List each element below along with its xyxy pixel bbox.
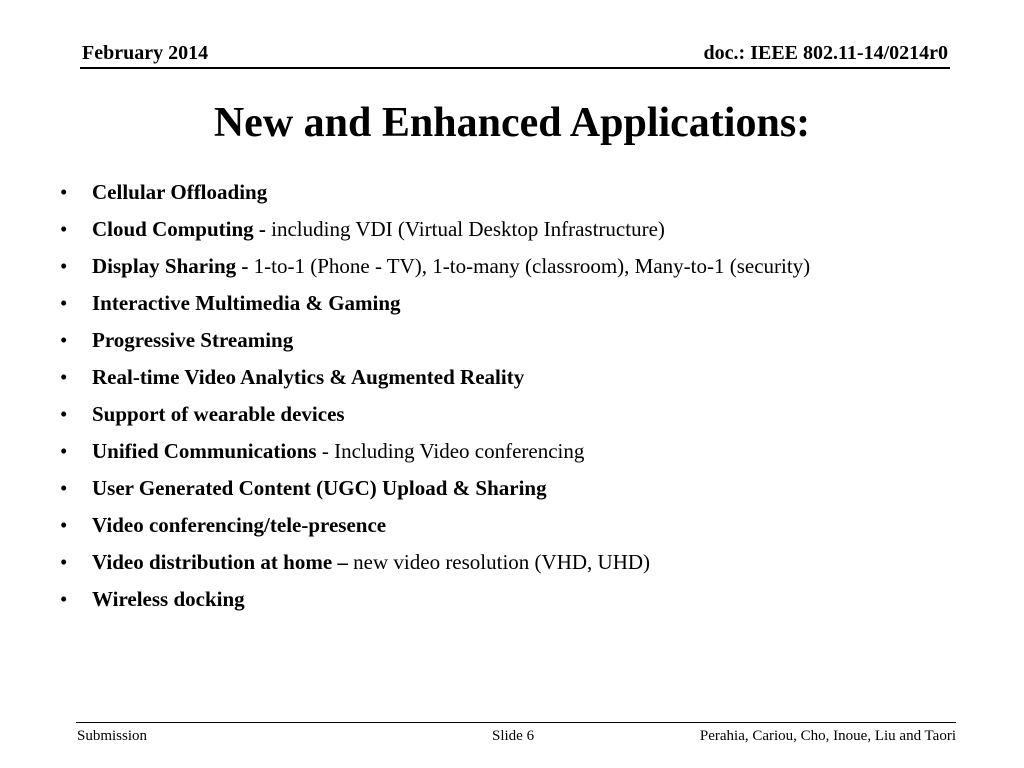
bullet-text: 1-to-1 (Phone - TV), 1-to-many (classroom), Many-to-1 (security): [248, 254, 811, 278]
bullet-item: [60, 322, 810, 359]
bullet-bold-text: Video conferencing/tele-presence: [92, 513, 387, 537]
slide-title: New and Enhanced Applications:: [213, 100, 811, 146]
bullet-icon: •: [60, 513, 68, 537]
footer-authors: Perahia, Cariou, Cho, Inoue, Liu and Taori: [699, 728, 956, 744]
bullet-item: [60, 544, 810, 581]
bullet-bold-text: Cellular Offloading: [92, 180, 268, 204]
bullet-item: [60, 507, 810, 544]
bullet-icon: •: [60, 328, 68, 352]
bullet-icon: •: [60, 439, 68, 463]
header-divider: [80, 67, 950, 69]
bullet-bold-text: Progressive Streaming: [92, 328, 294, 352]
bullet-bold-text: Wireless docking: [92, 587, 245, 611]
bullet-bold-text: Real-time Video Analytics & Augmented Reality: [92, 365, 525, 389]
footer-submission: Submission: [77, 728, 148, 744]
header-date: February 2014: [82, 42, 209, 64]
bullet-item: [60, 359, 810, 396]
bullet-text: new video resolution (VHD, UHD): [347, 550, 651, 574]
bullet-icon: •: [60, 365, 68, 389]
bullet-icon: •: [60, 587, 68, 611]
bullet-icon: •: [60, 180, 68, 204]
bullet-bold-text: Video distribution at home –: [92, 550, 348, 574]
bullet-bold-text: Support of wearable devices: [92, 402, 345, 426]
bullet-item: [60, 248, 810, 285]
bullet-item: [60, 285, 810, 322]
header-doc-id: doc.: IEEE 802.11-14/0214r0: [703, 42, 948, 64]
bullet-icon: •: [60, 402, 68, 426]
bullet-bold-text: Display Sharing -: [92, 254, 249, 278]
bullet-item: [60, 581, 810, 618]
bullet-icon: •: [60, 217, 68, 241]
bullet-bold-text: Interactive Multimedia & Gaming: [92, 291, 401, 315]
bullet-text: including VDI (Virtual Desktop Infrastructure): [265, 217, 665, 241]
bullet-bold-text: Unified Communications: [92, 439, 317, 463]
bullet-item: [60, 174, 810, 211]
bullet-item: [60, 470, 810, 507]
bullet-item: [60, 433, 810, 470]
bullet-item: [60, 211, 810, 248]
bullet-icon: •: [60, 254, 68, 278]
bullet-icon: •: [60, 476, 68, 500]
footer-divider: [76, 722, 956, 723]
bullet-item: [60, 396, 810, 433]
bullet-text: - Including Video conferencing: [316, 439, 585, 463]
bullet-icon: •: [60, 291, 68, 315]
bullet-bold-text: User Generated Content (UGC) Upload & Sharing: [92, 476, 547, 500]
bullet-icon: •: [60, 550, 68, 574]
footer-slide-number: Slide 6: [492, 728, 535, 744]
bullet-bold-text: Cloud Computing -: [92, 217, 266, 241]
bullet-list: [60, 174, 810, 618]
